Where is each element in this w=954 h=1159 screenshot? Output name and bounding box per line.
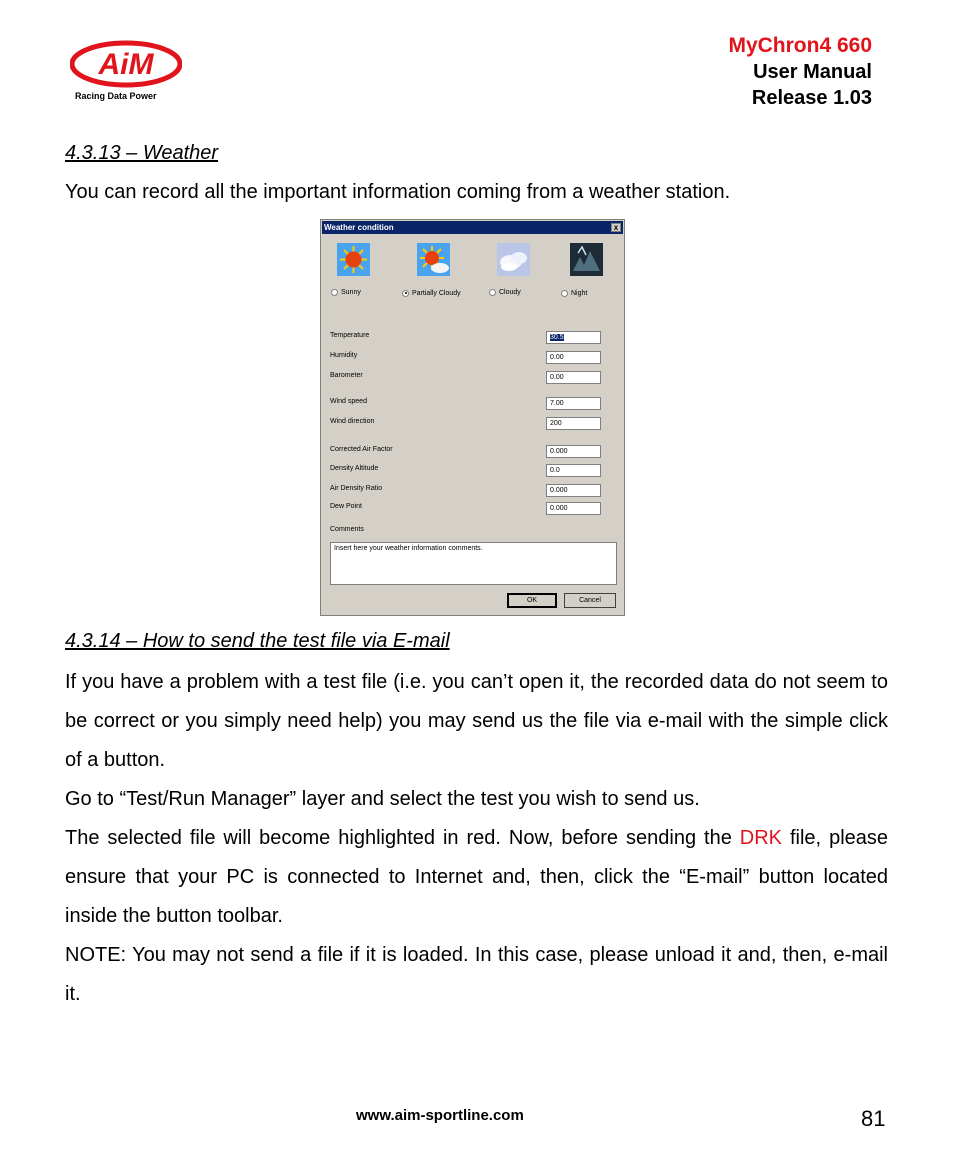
ok-button[interactable]: OK — [507, 593, 557, 608]
radio-label: Sunny — [341, 289, 361, 296]
product-name: MyChron4 660 — [728, 34, 872, 57]
email-paragraph-2: Go to “Test/Run Manager” layer and select the test you wish to send us. — [65, 788, 700, 810]
air-density-ratio-field[interactable]: 0.000 — [546, 484, 601, 497]
dew-point-field[interactable]: 0.000 — [546, 502, 601, 515]
email-paragraph-4: NOTE: You may not send a file if it is loaded. In this case, please unload it and, then, e-mail it. — [65, 944, 888, 1005]
density-altitude-label: Density Altitude — [330, 465, 379, 472]
radio-cloudy[interactable] — [489, 288, 521, 297]
wind-speed-label: Wind speed — [330, 398, 367, 405]
radio-label: Partially Cloudy — [412, 290, 461, 297]
cloud-icon — [497, 243, 530, 276]
sun-icon — [337, 243, 370, 276]
dew-point-label: Dew Point — [330, 503, 362, 510]
temperature-value: 30.5 — [550, 334, 564, 341]
radio-button[interactable] — [331, 289, 338, 296]
temperature-label: Temperature — [330, 332, 370, 339]
radio-sunny[interactable] — [331, 288, 361, 297]
corrected-air-factor-label: Corrected Air Factor — [330, 446, 393, 453]
email-paragraph-1: If you have a problem with a test file (i.e. you can’t open it, the recorded data do not seem to be correct or you simply need help) you may send us the file via e-mail with the simple click of a button. — [65, 671, 888, 771]
cancel-button[interactable]: Cancel — [564, 593, 616, 608]
paragraph-text: The selected file will become highlighted in red. Now, before sending the — [65, 827, 740, 849]
humidity-label: Humidity — [330, 352, 358, 359]
barometer-label: Barometer — [330, 372, 363, 379]
air-density-ratio-label: Air Density Ratio — [330, 485, 383, 492]
radio-button[interactable] — [489, 289, 496, 296]
radio-night[interactable] — [561, 289, 587, 298]
dialog-titlebar — [322, 221, 623, 234]
dialog-title: Weather condition — [324, 223, 394, 232]
paragraph-text: file, please ensure that your PC is connected to Internet and, then, click the “E-mail” button located inside the button toolbar. — [65, 827, 889, 927]
drk-highlight: DRK — [739, 827, 783, 849]
weather-intro: You can record all the important information coming from a weather station. — [65, 181, 731, 203]
release-label: Release 1.03 — [751, 87, 872, 109]
page-number: 81 — [861, 1106, 886, 1131]
email-section-body — [65, 663, 888, 1014]
radio-label: Cloudy — [499, 289, 521, 296]
night-icon — [570, 243, 603, 276]
temperature-field[interactable] — [546, 331, 601, 344]
footer-url: www.aim-sportline.com — [356, 1107, 524, 1124]
radio-button[interactable] — [402, 290, 409, 297]
weather-condition-dialog — [320, 219, 625, 616]
radio-label: Night — [571, 290, 588, 297]
wind-direction-label: Wind direction — [330, 418, 375, 425]
comments-label: Comments — [330, 526, 364, 533]
humidity-field[interactable]: 0.00 — [546, 351, 601, 364]
svg-text:AiM: AiM — [98, 48, 154, 81]
email-section-title: 4.3.14 – How to send the test file via E-mail — [65, 630, 450, 652]
density-altitude-field[interactable]: 0.0 — [546, 464, 601, 477]
doc-type: User Manual — [753, 61, 872, 83]
corrected-air-factor-field[interactable]: 0.000 — [546, 445, 601, 458]
logo-tagline: Racing Data Power — [75, 91, 157, 101]
wind-speed-field[interactable]: 7.00 — [546, 397, 601, 410]
close-button[interactable]: x — [611, 223, 621, 232]
partly-cloudy-icon — [417, 243, 450, 276]
email-paragraph-3 — [65, 819, 888, 936]
radio-partially-cloudy[interactable] — [402, 289, 461, 298]
radio-button[interactable] — [561, 290, 568, 297]
barometer-field[interactable]: 0.00 — [546, 371, 601, 384]
comments-textarea[interactable]: Insert here your weather information comments. — [330, 542, 617, 585]
wind-direction-field[interactable]: 200 — [546, 417, 601, 430]
weather-section-title: 4.3.13 – Weather — [65, 142, 219, 164]
